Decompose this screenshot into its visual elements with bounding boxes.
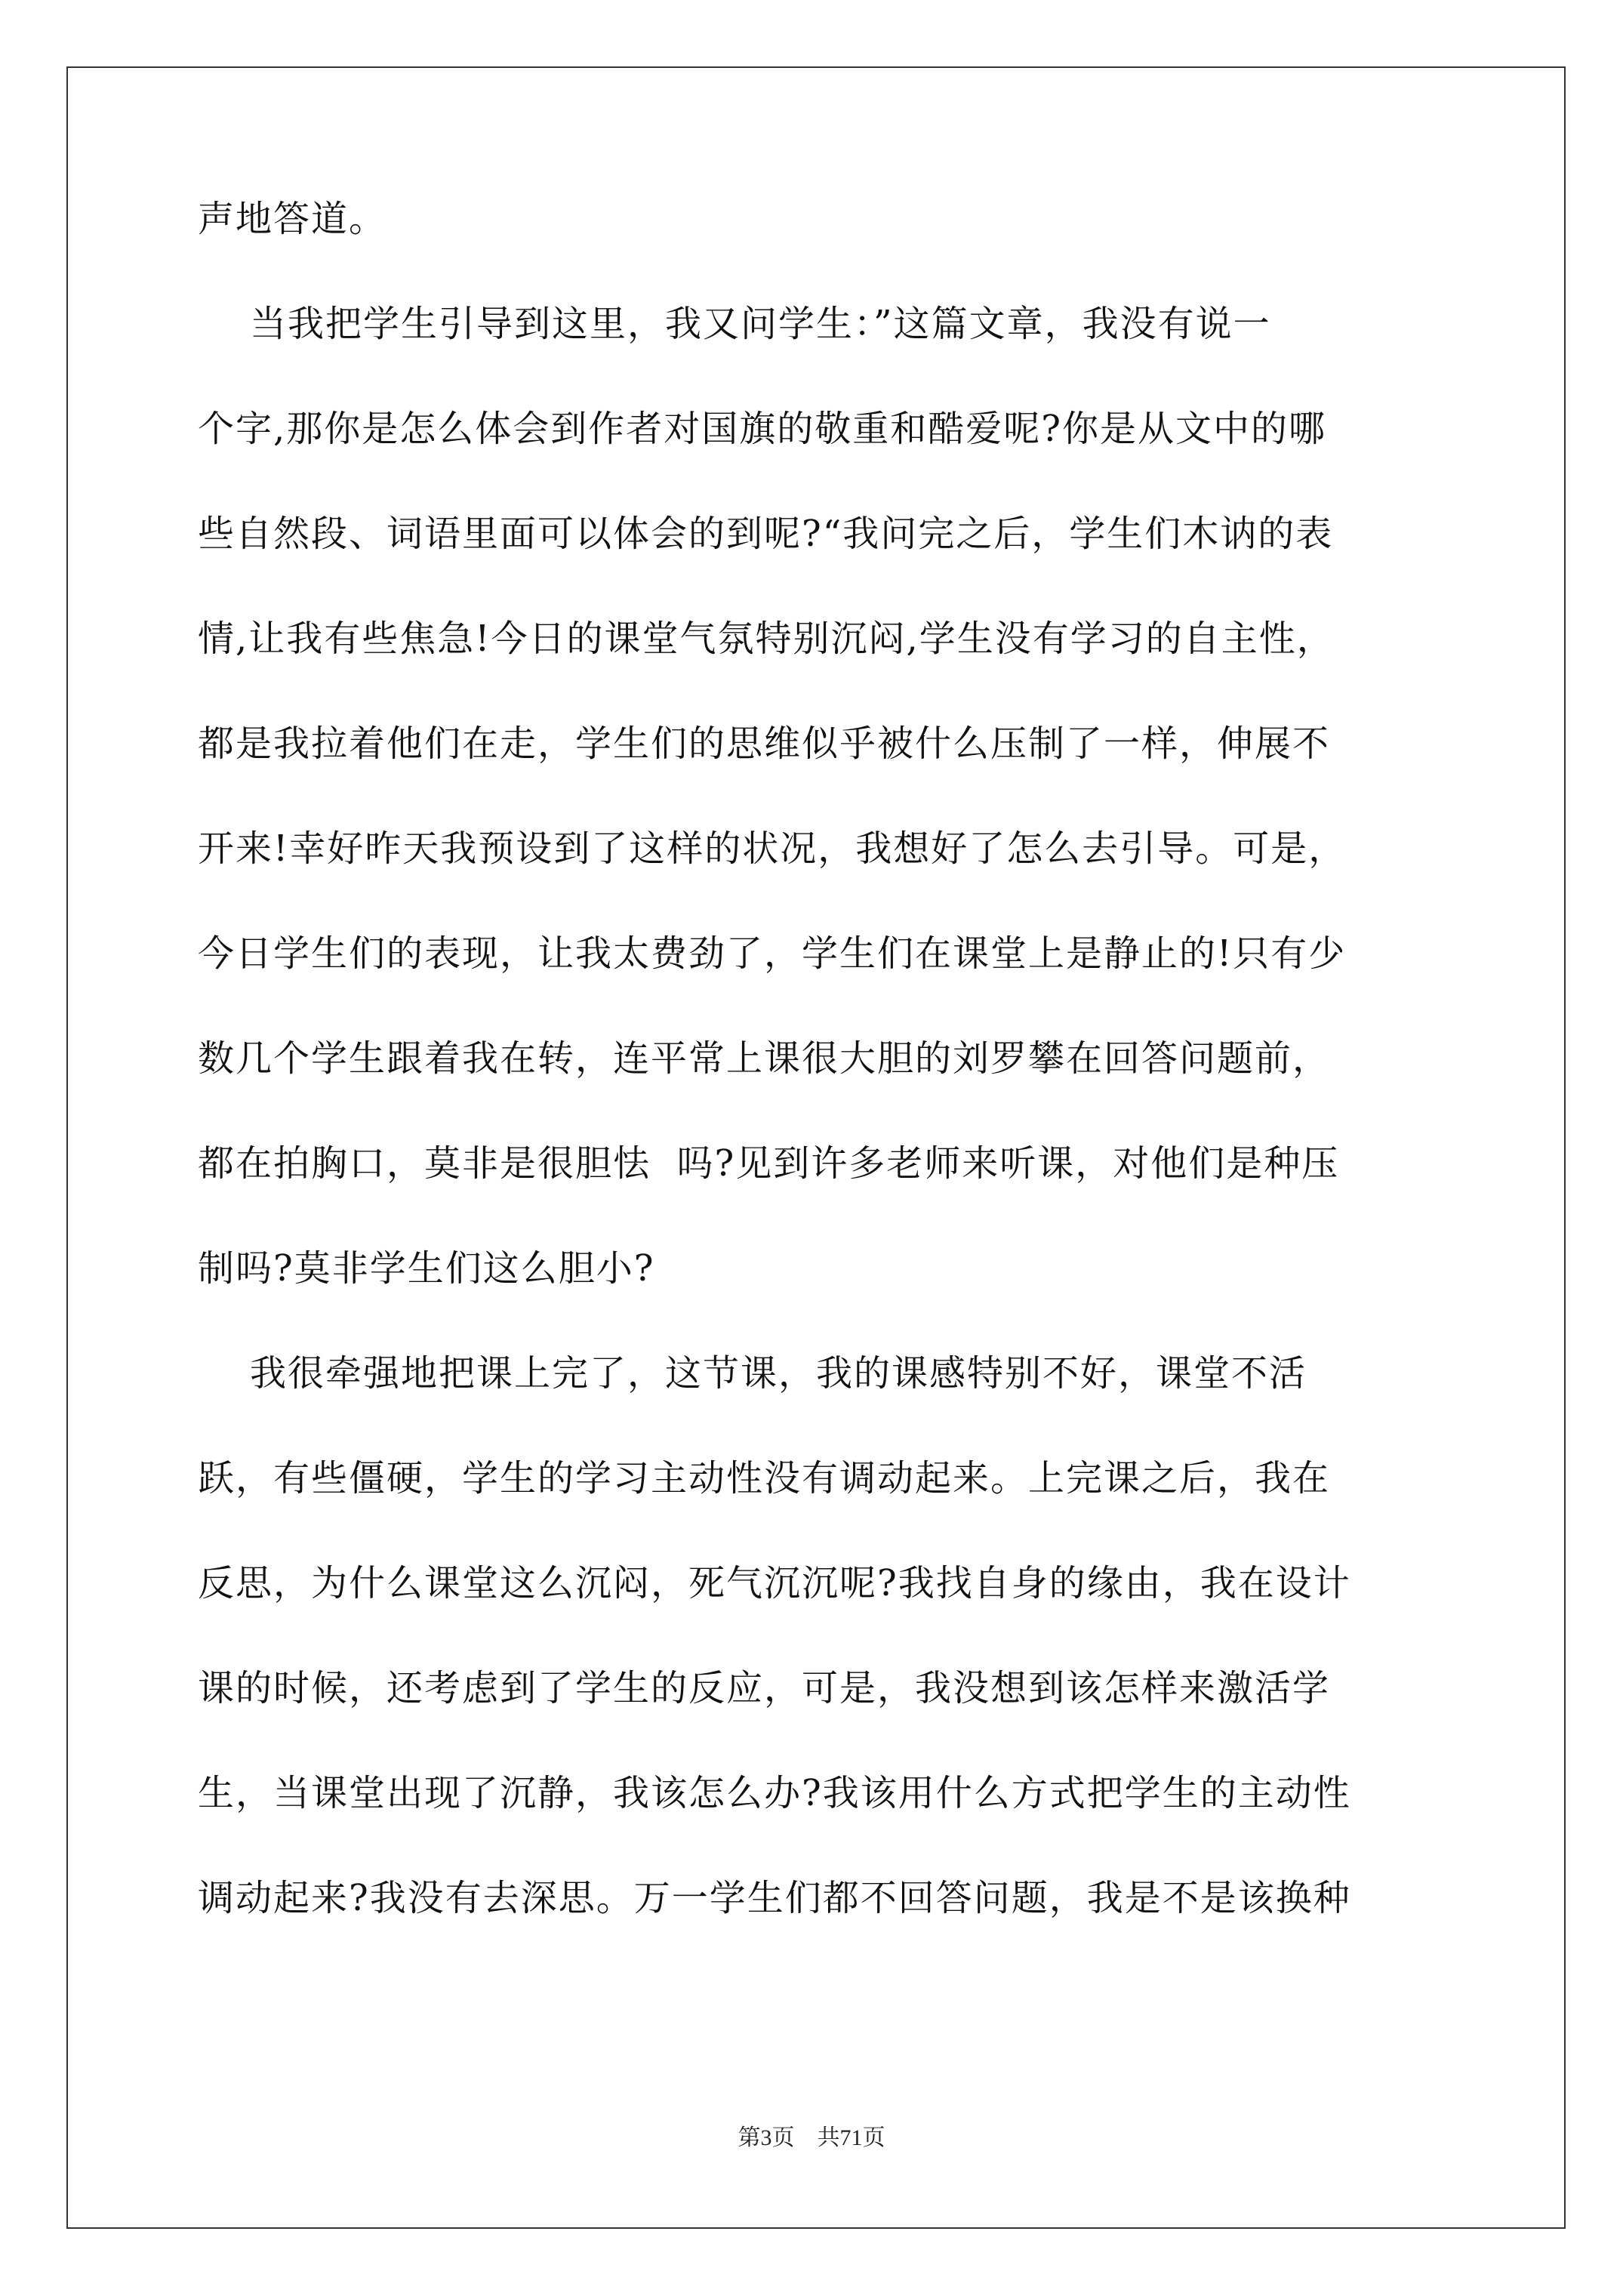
text-line: 情,让我有些焦急!今日的课堂气氛特别沉闷,学生没有学习的自主性， (198, 618, 1335, 660)
page-total: 共71页 (817, 2125, 885, 2150)
text-line: 课的时候，还考虑到了学生的反应，可是，我没想到该怎样来激活学 (198, 1667, 1331, 1709)
text-line: 都是我拉着他们在走，学生们的思维似乎被什么压制了一样，伸展不 (198, 723, 1331, 765)
text-line: 跃，有些僵硬，学生的学习主动性没有调动起来。上完课之后，我在 (198, 1457, 1331, 1499)
text-line: 今日学生们的表现，让我太费劲了，学生们在课堂上是静止的!只有少 (198, 932, 1347, 975)
text-line: 开来!幸好昨天我预设到了这样的状况，我想好了怎么去引导。可是， (198, 827, 1347, 870)
text-line: 个字,那你是怎么体会到作者对国旗的敬重和酷爱呢?你是从文中的哪 (198, 408, 1326, 450)
text-line: 生，当课堂出现了沉静，我该怎么办?我该用什么方式把学生的主动性 (198, 1772, 1351, 1814)
text-line: 都在拍胸口，莫非是很胆怯 吗?见到许多老师来听课，对他们是种压 (198, 1142, 1340, 1185)
text-line: 当我把学生引导到这里，我又问学生：”这篇文章，我没有说一 (198, 303, 1271, 345)
text-line: 调动起来?我没有去深思。万一学生们都不回答问题，我是不是该换种 (198, 1877, 1351, 1919)
text-line: 数几个学生跟着我在转，连平常上课很大胆的刘罗攀在回答问题前， (198, 1037, 1331, 1080)
text-line: 我很牵强地把课上完了，这节课，我的课感特别不好，课堂不活 (198, 1352, 1307, 1395)
text-line: 声地答道。 (198, 198, 387, 240)
text-line: 些自然段、词语里面可以体会的到呢?“我问完之后，学生们木讷的表 (198, 513, 1334, 555)
text-line: 反思，为什么课堂这么沉闷，死气沉沉呢?我找自身的缘由，我在设计 (198, 1562, 1351, 1604)
page-footer (0, 2123, 1623, 2153)
page-number: 第3页 (738, 2125, 795, 2150)
text-line: 制吗?莫非学生们这么胆小? (198, 1247, 655, 1290)
